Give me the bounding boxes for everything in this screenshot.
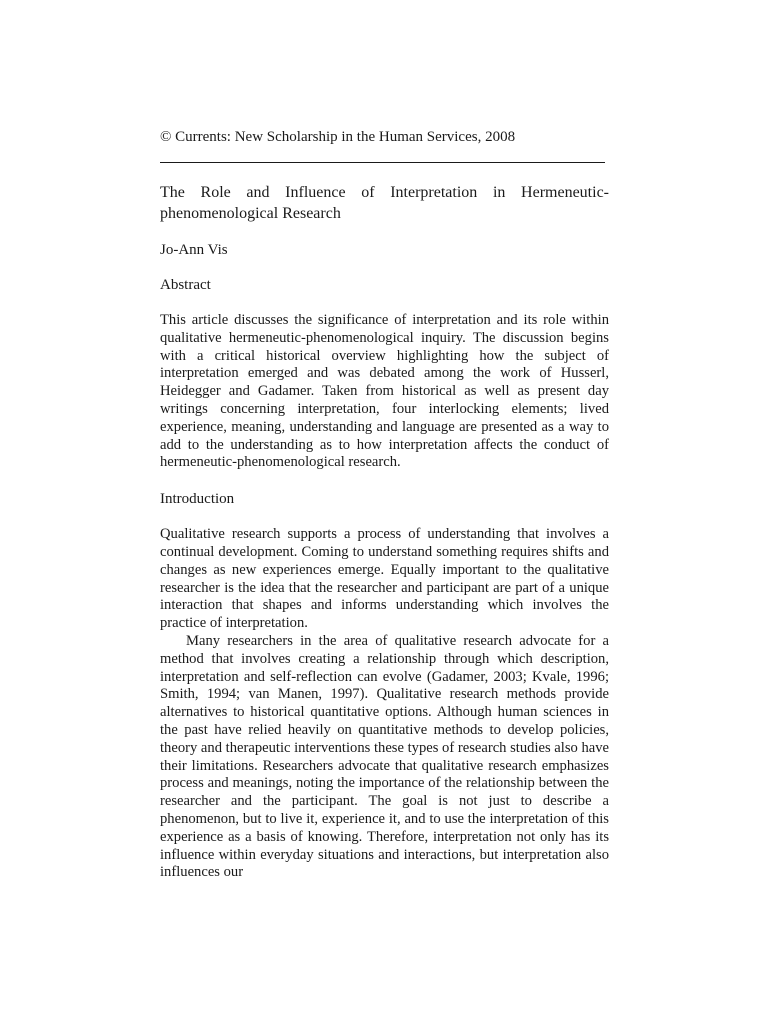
header-rule — [160, 162, 605, 163]
introduction-heading: Introduction — [160, 491, 235, 508]
intro-paragraph-2: Many researchers in the area of qualitative research advocate for a method that involves creating a relationship through which description, interpretation and self-reflection can evolve (Gadamer, 2003; Kvale, 1996; Smith, 1994; van Manen, 1997). Qualitative research methods provide alternatives to historical quantitative options. Although human sciences in the past have relied heavily on quantitative methods to develop policies, theory and therapeutic interventions these types of research studies also have their limitations. Researchers advocate that qualitative research emphasizes process and meanings, noting the importance of the relationship between the researcher and the participant. The goal is not just to describe a phenomenon, but to live it, experience it, and to use the interpretation of this experience as a basis of knowing. Therefore, interpretation not only has its influence within everyday situations and interactions, but interpretation also influences our — [160, 632, 610, 881]
intro-paragraph-1: Qualitative research supports a process of understanding that involves a continual development. Coming to understand something requires shifts and changes as new experiences emerge. Equally important to the qualitative researcher is the idea that the researcher and participant are part of a unique interaction that shapes and informs understanding which involves the practice of interpretation. — [160, 526, 609, 632]
abstract-text: This article discusses the significance of interpretation and its role within qualitative hermeneutic-phenomenological inquiry. The discussion begins with a critical historical overview highlighting how the subject of interpretation emerged and was debated among the work of Husserl, Heidegger and Gadamer. Taken from historical as well as present day writings concerning interpretation, four interlocking elements; lived experience, meaning, understanding and language are presented as a way to add to the understanding as to how interpretation affects the conduct of hermeneutic-phenomenological research. — [160, 312, 609, 471]
article-title: The Role and Influence of Interpretation in Hermeneutic-phenomenological Research — [160, 184, 609, 222]
article-author: Jo-Ann Vis — [160, 242, 228, 258]
copyright-line: © Currents: New Scholarship in the Human Services, 2008 — [160, 129, 516, 145]
document-page — [160, 128, 609, 882]
abstract-heading: Abstract — [160, 277, 211, 293]
